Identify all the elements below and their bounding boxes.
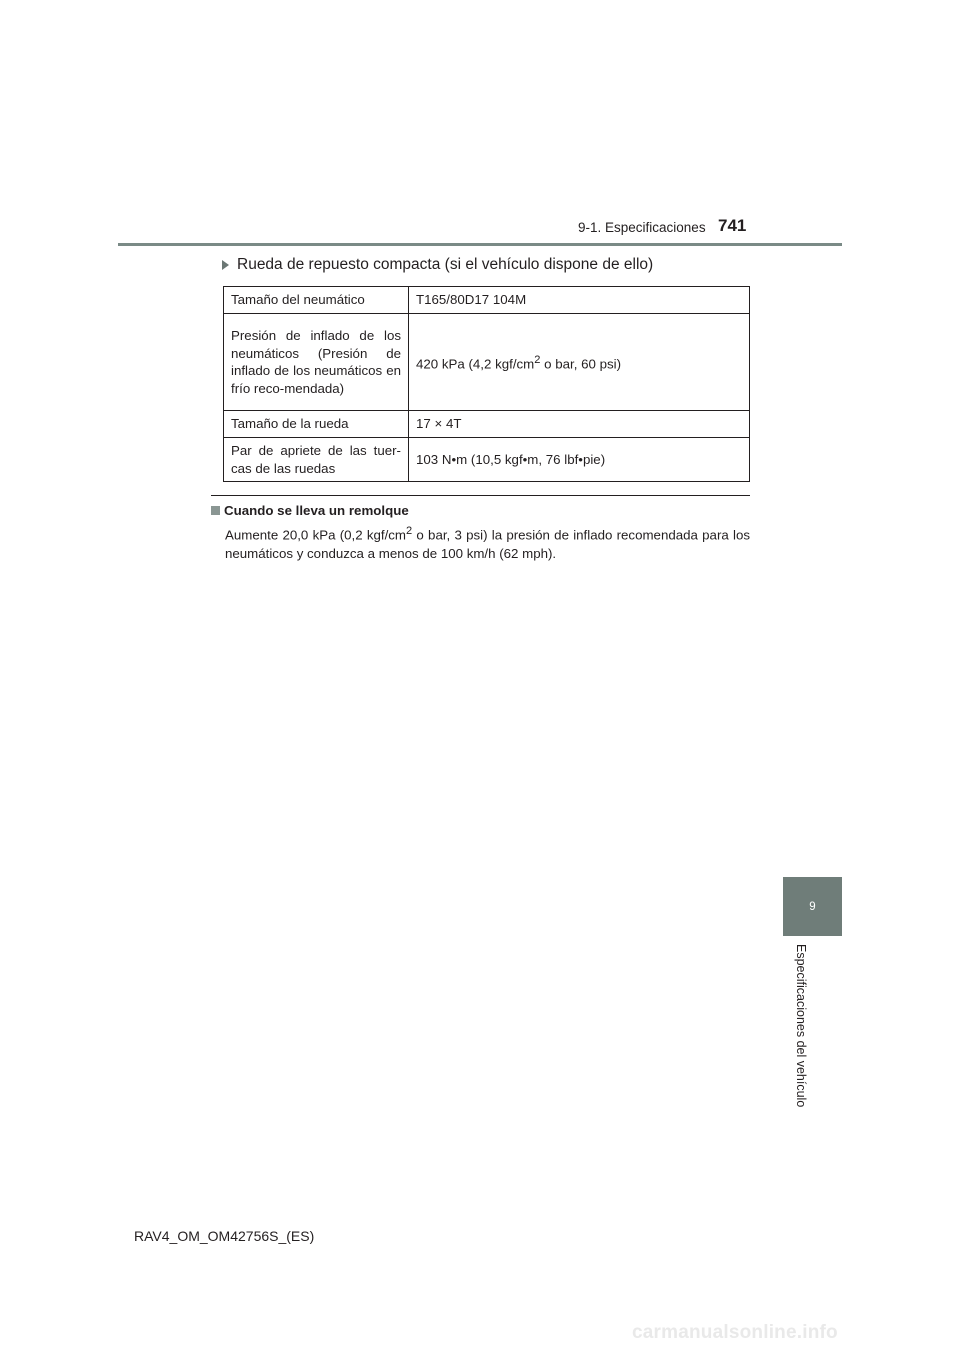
table-cell-label: Tamaño del neumático	[224, 287, 409, 314]
table-cell-value	[409, 314, 750, 411]
note-text: Aumente 20,0 kPa (0,2 kgf/cm	[225, 527, 407, 543]
note-title-text: Cuando se lleva un remolque	[224, 503, 409, 518]
table-cell-value: 17 × 4T	[409, 411, 750, 438]
table-row	[224, 314, 750, 411]
note-body	[225, 522, 750, 563]
note-title	[211, 503, 409, 518]
footer-document-id: RAV4_OM_OM42756S_(ES)	[134, 1228, 315, 1244]
superscript: 2	[534, 353, 541, 366]
table-cell-label: Par de apriete de las tuer-cas de las ruedas	[224, 438, 409, 482]
subheading	[222, 256, 653, 274]
table-cell-value: 103 N•m (10,5 kgf•m, 76 lbf•pie)	[409, 438, 750, 482]
square-bullet-icon	[211, 506, 220, 515]
triangle-bullet-icon	[222, 260, 229, 270]
header-section-title: 9-1. Especificaciones	[578, 220, 706, 235]
subheading-text: Rueda de repuesto compacta (si el vehículo dispone de ello)	[237, 256, 654, 273]
value-text: o bar, 60 psi)	[540, 355, 622, 371]
table-cell-value: T165/80D17 104M	[409, 287, 750, 314]
chapter-label: Especificaciones del vehículo	[794, 944, 808, 1108]
superscript: 2	[406, 525, 413, 537]
table-row	[224, 287, 750, 314]
header-divider	[118, 243, 842, 246]
watermark: carmanualsonline.info	[632, 1322, 838, 1343]
table-cell-label: Presión de inflado de los neumáticos (Presión de inflado de los neumáticos en frío reco-mendada)	[224, 314, 409, 411]
page-number: 741	[718, 216, 747, 235]
spec-table	[223, 286, 750, 482]
value-text: 420 kPa (4,2 kgf/cm	[416, 355, 535, 371]
chapter-number: 9	[809, 900, 816, 913]
table-cell-label: Tamaño de la rueda	[224, 411, 409, 438]
section-divider	[211, 495, 750, 496]
table-row	[224, 438, 750, 482]
chapter-tab	[783, 877, 842, 936]
note-text: o bar, 3 psi) la presión de inflado recomendada para los neumáticos y conduzca a menos de 100 km/h (62 mph).	[225, 527, 751, 562]
table-row	[224, 411, 750, 438]
